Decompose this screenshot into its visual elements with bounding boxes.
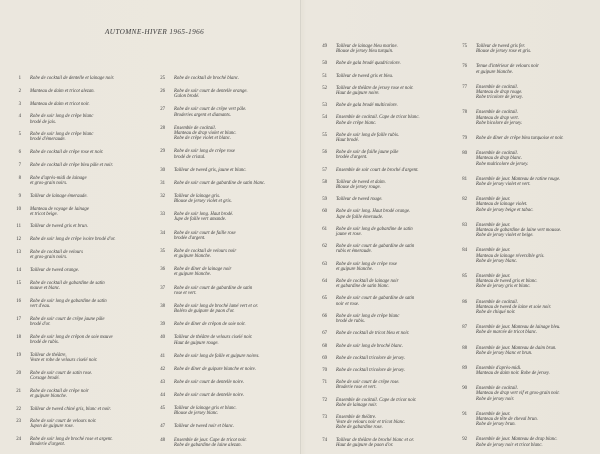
list-item: [150, 107, 278, 117]
column-4: [452, 44, 580, 448]
item-number: 90: [462, 386, 467, 392]
item-number: 28: [160, 125, 165, 131]
item-number: 88: [462, 345, 467, 351]
item-description: Tailleur de tweed noir et blanc.: [174, 424, 235, 430]
item-description: Ensemble de cocktail. Manteau de drap blanc. Robe multicolore de jersey.: [476, 151, 529, 167]
item-description: Robe de soir long de faille rubis. Haut brodé.: [336, 132, 400, 144]
item-description: Robe de soir long de crêpe rose et guipure blanche.: [336, 261, 397, 272]
list-item: [452, 437, 580, 447]
item-number: 91: [462, 411, 467, 417]
list-item: [312, 74, 440, 79]
list-item: [312, 44, 440, 54]
item-description: Robe de cocktail de lainage noir et gabardine de satin blanc.: [336, 279, 399, 290]
item-number: 13: [16, 250, 21, 255]
item-number: 44: [160, 393, 165, 399]
list-item: [312, 398, 440, 408]
list-item: [150, 231, 278, 241]
list-item: [6, 102, 134, 107]
list-item: [6, 389, 134, 399]
list-item: [150, 406, 278, 416]
list-item: [150, 367, 278, 372]
item-description: Ensemble de jour. Manteau de lainage bleu. Robe de marcée de tricot blanc.: [476, 325, 561, 336]
item-description: Tailleur de tweed gris, jaune et blanc.: [174, 167, 247, 173]
list-item: [312, 244, 440, 254]
list-item: [452, 386, 580, 402]
item-description: Tailleur de tweed gris et bleu.: [336, 73, 394, 79]
item-number: 73: [322, 414, 327, 420]
list-item: [452, 274, 580, 290]
list-item: [150, 304, 278, 314]
item-description: Ensemble de jour. Manteau de ratine rouge. Robe de jersey violet et vert.: [476, 176, 561, 187]
item-description: Ensemble de jour. Manteau de tête de cheval brun. Robe de jersey brun.: [476, 411, 538, 428]
item-description: Robe de soir de faille jaune pâle brodée d'argent.: [336, 150, 399, 161]
item-description: Ensemble de jour. Manteau de lainage violet. Robe de jersey beige et tabac.: [476, 197, 534, 213]
item-number: 57: [322, 167, 327, 173]
list-item: [312, 438, 440, 448]
item-number: 23: [16, 419, 21, 425]
list-item: [6, 353, 134, 363]
list-item: [150, 212, 278, 222]
item-description: Ensemble de cocktail. Manteau de drap violet et blanc. Robe de crêpe violet et blanc.: [174, 125, 237, 142]
item-number: 24: [16, 437, 21, 443]
item-description: Tailleur de lainage bleu marine. Blouse de jersey bleu turquin.: [336, 44, 398, 55]
item-number: 66: [322, 313, 327, 319]
item-number: 12: [16, 237, 21, 243]
list-item: [150, 424, 278, 429]
list-item: [312, 227, 440, 237]
item-number: 40: [160, 335, 165, 341]
item-description: Robe de dîner de crêpe bleu turquoise et noir.: [476, 135, 564, 141]
item-number: 55: [322, 132, 327, 138]
item-number: 16: [16, 298, 21, 304]
list-item: [452, 325, 580, 335]
item-number: 39: [160, 322, 165, 328]
item-description: Robe de soir long de crêpe blanc brodé d'émeraude.: [30, 132, 94, 143]
item-number: 47: [160, 424, 165, 430]
list-item: [6, 407, 134, 412]
list-item: [6, 268, 134, 273]
item-description: Robe de soir court de dentelle orange. Galon brodé.: [174, 89, 248, 100]
item-description: Robe de dîner de crêpon de soie noir.: [174, 322, 246, 328]
item-number: 81: [462, 176, 467, 182]
item-number: 21: [16, 388, 21, 394]
list-item: [150, 322, 278, 327]
item-number: 2: [18, 88, 21, 94]
item-number: 34: [160, 230, 165, 236]
item-description: Tailleur de tweed et daim. Blouse de jersey rouge.: [336, 179, 386, 191]
list-item: [150, 335, 278, 345]
item-description: Robe de cocktail de velours noir et guipure blanche.: [174, 248, 237, 260]
item-number: 80: [462, 151, 467, 157]
item-description: Robe de soir court de velours noir. Jupon de guipure rose.: [30, 419, 97, 430]
item-description: Robe d'après-midi de lainage et gros-grain noirs.: [30, 175, 87, 186]
item-number: 1: [18, 76, 21, 81]
item-number: 45: [160, 406, 165, 412]
list-item: [312, 279, 440, 289]
item-number: 42: [160, 366, 165, 372]
item-number: 64: [322, 279, 327, 285]
list-item: [452, 151, 580, 167]
item-number: 32: [160, 193, 165, 199]
list-item: [150, 354, 278, 359]
list-item: [6, 176, 134, 186]
item-number: 15: [16, 280, 21, 286]
item-description: Robe de soir long de gabardine de satin jaune et rose.: [336, 226, 413, 238]
list-item: [312, 380, 440, 390]
item-description: Robe de soir court de dentelle noire.: [174, 393, 245, 399]
list-item: [6, 299, 134, 309]
item-number: 53: [322, 103, 327, 109]
item-description: Tailleur de lainage gris et blanc. Blouse de jersey blanc.: [174, 406, 237, 417]
item-number: 58: [322, 179, 327, 185]
item-description: Tailleur de tweed chiné gris, blanc et noir.: [30, 406, 111, 412]
item-number: 69: [322, 355, 327, 361]
list-item: [312, 331, 440, 336]
item-number: 7: [18, 163, 21, 168]
item-description: Ensemble de jour. Manteau de daim brun. Robe de jersey blanc et brun.: [476, 345, 557, 356]
item-number: 63: [322, 261, 327, 267]
list-item: [312, 86, 440, 96]
item-description: Ensemble d'après-midi. Manteau de daim noir. Robe de jersey.: [476, 365, 550, 377]
item-description: Robe de gala brodé multicolore.: [336, 103, 398, 109]
item-description: Robe de soir long. Haut brodé orange. Jupe de faille émeraude.: [336, 209, 411, 220]
item-description: Tailleur de théâtre, Veste et robe de velours ciselé noir.: [30, 352, 98, 363]
item-number: 84: [462, 248, 467, 254]
item-number: 36: [160, 267, 165, 273]
column-2: [150, 76, 278, 448]
item-number: 78: [462, 110, 467, 116]
item-description: Robe de soir long de crêpe blanc brodé de rubis.: [336, 313, 400, 325]
item-number: 65: [322, 296, 327, 302]
item-number: 89: [462, 365, 467, 371]
item-number: 92: [462, 437, 467, 443]
item-description: Robe de soir long. Haut brodé. Jupe de faille vert amande.: [174, 212, 234, 223]
item-description: Tailleur de lainage gris. Blouse de jersey violet et gris.: [174, 193, 232, 205]
item-number: 87: [462, 325, 467, 331]
item-description: Robe de soir court de crêpe jaune pâle brodé d'or.: [30, 316, 105, 327]
item-description: Robe de soir court de gabardine de satin rubis et émeraude.: [336, 244, 415, 255]
column-3: [312, 44, 440, 448]
list-item: [150, 249, 278, 259]
item-number: 25: [160, 76, 165, 81]
item-description: Robe de soir court de dentelle noire.: [174, 379, 245, 385]
list-item: [452, 110, 580, 126]
list-item: [312, 168, 440, 173]
list-item: [312, 296, 440, 306]
item-number: 9: [18, 193, 21, 199]
list-item: [150, 168, 278, 173]
item-number: 20: [16, 370, 21, 376]
item-number: 5: [18, 132, 21, 138]
item-description: Ensemble de cocktail. Manteau de tweed de laine et soie noir. Robe de chiqué noir.: [476, 299, 552, 315]
item-description: Robe de dîner de lainage noir et guipure blanche.: [174, 267, 232, 278]
list-item: [150, 267, 278, 277]
item-number: 75: [462, 44, 467, 49]
page-title: AUTOMNE-HIVER 1965-1966: [105, 28, 205, 36]
item-number: 27: [160, 107, 165, 113]
list-item: [150, 194, 278, 204]
item-description: Tenue d'intérieur de velours noir et guipure blanche.: [476, 64, 539, 75]
item-number: 74: [322, 437, 327, 443]
item-number: 41: [160, 353, 165, 359]
list-item: [452, 197, 580, 213]
list-item: [452, 248, 580, 264]
list-item: [150, 126, 278, 142]
list-item: [312, 133, 440, 143]
list-item: [6, 114, 134, 124]
list-item: [150, 393, 278, 398]
item-description: Ensemble de jour. Manteau de gabardine de laine vert mousse. Robe de jersey violet et beige.: [476, 222, 562, 239]
item-description: Ensemble de jour. Cape de tricot noir. Robe de gabardine de laine alezan.: [174, 437, 247, 448]
item-description: Ensemble de cocktail. Manteau de drap rouge. Robe tricolore de jersey.: [476, 84, 523, 101]
item-description: Robe de cocktail tricolore de jersey.: [336, 367, 406, 373]
item-number: 72: [322, 397, 327, 403]
list-item: [312, 356, 440, 361]
item-number: 83: [462, 222, 467, 228]
list-item: [6, 317, 134, 327]
item-description: Robe de cocktail tricolore de jersey.: [336, 355, 406, 361]
item-number: 14: [16, 267, 21, 273]
item-description: Robe de gala brodé quadricolore.: [336, 61, 401, 67]
item-description: Robe de soir long de gabardine de satin vert d'eau.: [30, 298, 107, 309]
item-description: Tailleur de théâtre de velours ciselé noir. Haut de guipure rouge.: [174, 335, 253, 346]
item-number: 31: [160, 180, 165, 186]
item-description: Robe de cocktail de velours et gros-grain noirs.: [30, 250, 84, 261]
list-item: [6, 207, 134, 217]
list-item: [312, 150, 440, 160]
item-description: Robe de cocktail de tricot bleu et noir.: [336, 331, 410, 337]
item-number: 22: [16, 406, 21, 412]
list-item: [312, 180, 440, 190]
list-item: [150, 181, 278, 186]
item-description: Ensemble de soir court de broché d'argent.: [336, 167, 419, 173]
item-number: 76: [462, 64, 467, 70]
item-number: 26: [160, 89, 165, 95]
item-description: Robe de soir long de broché rose et argent. Broderie d'argent.: [30, 437, 113, 448]
item-description: Robe de soir long de crêpe rose brodé de cristal.: [174, 149, 235, 160]
item-description: Robe de soir long de crêpon de soie mauve brodé de rubis.: [30, 334, 113, 345]
item-number: 3: [18, 101, 21, 107]
item-number: 30: [160, 167, 165, 173]
list-item: [312, 209, 440, 219]
item-description: Robe de soir court de satin rose. Corsage brodé.: [30, 370, 93, 381]
item-number: 8: [18, 175, 21, 181]
item-number: 35: [160, 248, 165, 254]
item-description: Robe de cocktail de crêpe bleu pâle et noir.: [30, 163, 113, 168]
item-number: 6: [18, 150, 21, 156]
item-description: Robe de soir long de broché blanc.: [336, 343, 404, 349]
list-item: [312, 415, 440, 431]
item-description: Robe de soir court de faille rose brodée d'argent.: [174, 230, 236, 241]
item-description: Tailleur de tweed rouge.: [336, 197, 383, 203]
item-number: 52: [322, 85, 327, 91]
item-number: 38: [160, 303, 165, 309]
item-number: 51: [322, 73, 327, 79]
list-item: [452, 136, 580, 141]
item-description: Robe de soir long de crêpe blanc brodé de jais.: [30, 114, 94, 125]
item-number: 29: [160, 149, 165, 155]
list-item: [312, 344, 440, 349]
list-item: [312, 197, 440, 202]
item-number: 17: [16, 316, 21, 322]
item-number: 43: [160, 379, 165, 385]
item-description: Manteau de daim et tricot alezan.: [30, 88, 95, 94]
list-item: [6, 163, 134, 168]
item-number: 68: [322, 343, 327, 349]
list-item: [6, 419, 134, 429]
list-item: [312, 368, 440, 373]
list-item: [312, 115, 440, 125]
item-description: Ensemble de cocktail. Manteau de drap vert vif et gros-grain noir. Robe de jersey noir.: [476, 386, 560, 402]
list-item: [6, 371, 134, 381]
item-number: 4: [18, 114, 21, 120]
list-item: [452, 44, 580, 54]
item-description: Robe de soir court de gabardine de satin noir et rose.: [336, 296, 415, 307]
item-number: 56: [322, 150, 327, 156]
item-number: 37: [160, 285, 165, 291]
item-description: Robe de cocktail de crêpe noir et guipure blanche.: [30, 388, 89, 399]
list-item: [452, 64, 580, 74]
column-1: [6, 76, 134, 448]
item-description: Ensemble de jour. Manteau de lainage réversible gris. Robe de jersey blanc.: [476, 248, 545, 264]
item-description: Tailleur de lainage émeraude.: [30, 193, 88, 199]
list-item: [452, 346, 580, 356]
list-item: [6, 335, 134, 345]
item-description: Robe de soir court de crêpe rose. Broderie rose et vert.: [336, 380, 400, 391]
item-description: Tailleur de tweed gris fer. Blouse de jersey rose et gris.: [476, 44, 532, 55]
item-description: Ensemble de cocktail. Manteau de drap vert. Robe bicolore de jersey.: [476, 110, 523, 126]
item-description: Manteau de daim et tricot noir.: [30, 101, 90, 107]
list-item: [150, 149, 278, 159]
list-item: [452, 177, 580, 187]
list-item: [452, 366, 580, 376]
list-item: [150, 76, 278, 81]
item-description: Robe de soir court de gabardine de satin blanc.: [174, 180, 266, 186]
list-item: [6, 132, 134, 142]
item-description: Robe de cocktail de gabardine de satin mauve et blanc.: [30, 280, 105, 291]
item-description: Tailleur de théâtre de jersey rose et noir. Haut de guipure noire.: [336, 85, 414, 97]
item-description: Robe de dîner de guipure blanche et noire.: [174, 366, 256, 372]
item-number: 10: [16, 206, 21, 212]
item-description: Ensemble de jour. Manteau de drap blanc. Robe de jersey noir et tricot blanc.: [476, 437, 558, 448]
list-item: [6, 437, 134, 447]
item-number: 33: [160, 212, 165, 218]
list-item: [452, 300, 580, 316]
item-number: 61: [322, 226, 327, 232]
item-description: Manteau de voyage de lainage et tricot beige.: [30, 206, 89, 217]
list-item: [312, 61, 440, 66]
item-description: Robe de cocktail de dentelle et lainage noir.: [30, 76, 115, 81]
list-item: [312, 103, 440, 108]
list-item: [6, 224, 134, 229]
item-description: Robe de soir long de faille et guipure noires.: [174, 353, 260, 359]
item-description: Robe de cocktail de broché blanc.: [174, 76, 240, 81]
item-description: Robe de soir court de crêpe vert pâle. Broderies argent et diamants.: [174, 107, 247, 118]
item-description: Robe de cocktail de crêpe rose et noir.: [30, 150, 104, 156]
item-description: Tailleur de tweed gris et brun.: [30, 224, 88, 230]
list-item: [452, 223, 580, 239]
item-number: 18: [16, 334, 21, 340]
item-number: 59: [322, 197, 327, 203]
item-description: Ensemble de jour. Manteau de tweed gris et blanc. Robe de jersey gris et blanc.: [476, 273, 538, 290]
item-description: Robe de soir long de broché lamé vert et or. Boléro de guipure de paon d'or.: [174, 303, 259, 315]
list-item: [150, 286, 278, 296]
item-description: Ensemble de cocktail. Cape de tricot blanc. Robe de crêpe blanc.: [336, 115, 420, 126]
item-number: 67: [322, 331, 327, 337]
item-description: Robe de soir court de gabardine de satin rose et vert.: [174, 285, 253, 296]
list-item: [452, 85, 580, 101]
item-description: Ensemble de cocktail. Cape de tricot noir. Robe de lainage noir.: [336, 397, 417, 408]
list-item: [6, 250, 134, 260]
item-description: Tailleur de tweed orange.: [30, 267, 80, 273]
item-number: 82: [462, 197, 467, 203]
list-item: [150, 438, 278, 448]
item-number: 54: [322, 115, 327, 121]
list-item: [452, 412, 580, 428]
list-item: [6, 281, 134, 291]
item-number: 49: [322, 44, 327, 49]
list-item: [6, 76, 134, 81]
item-description: Ensemble de théâtre. Veste de velours noir et tricot blanc. Robe de gabardine rose.: [336, 414, 406, 431]
item-description: Tailleur de théâtre de broché blanc et or. Haut de guipure de paon d'or.: [336, 437, 415, 448]
item-number: 77: [462, 84, 467, 90]
list-item: [150, 380, 278, 385]
item-number: 11: [16, 224, 21, 230]
list-item: [6, 237, 134, 242]
list-item: [6, 89, 134, 94]
list-item: [150, 89, 278, 99]
page-fold: [300, 0, 301, 454]
item-number: 19: [16, 352, 21, 358]
list-item: [6, 150, 134, 155]
item-description: Robe de soir long de crêpe ivoire brodé d'or.: [30, 237, 116, 243]
item-number: 60: [322, 209, 327, 215]
list-item: [312, 262, 440, 272]
item-number: 62: [322, 244, 327, 250]
item-number: 48: [160, 437, 165, 443]
item-number: 86: [462, 299, 467, 305]
item-number: 79: [462, 135, 467, 141]
item-number: 70: [322, 367, 327, 373]
item-number: 71: [322, 380, 327, 386]
item-number: 85: [462, 273, 467, 279]
item-number: 50: [322, 61, 327, 67]
list-item: [6, 194, 134, 199]
list-item: [312, 314, 440, 324]
